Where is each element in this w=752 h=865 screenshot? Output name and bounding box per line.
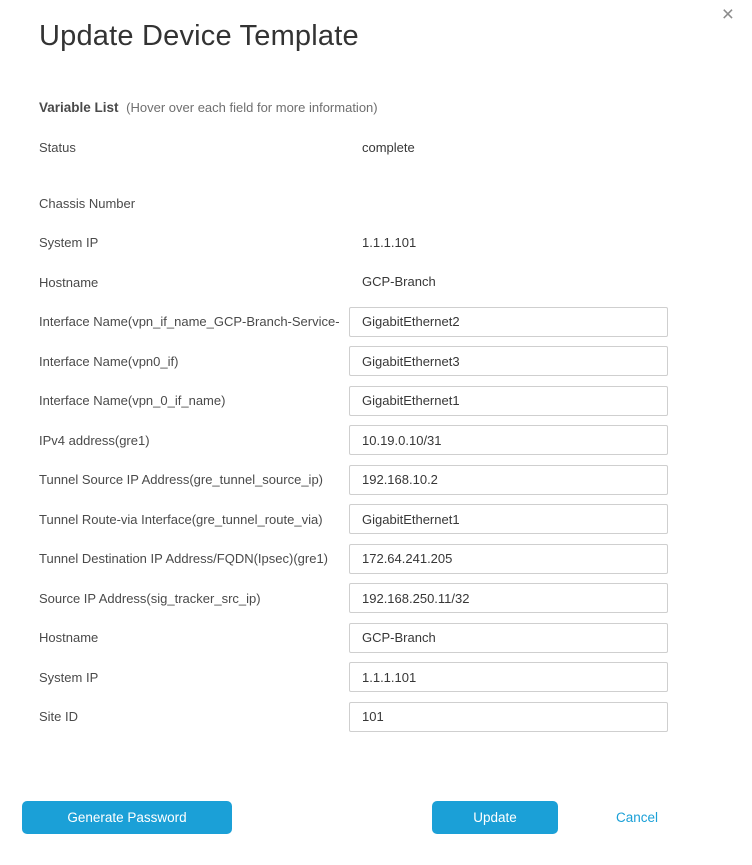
field-value xyxy=(349,307,668,337)
field-input[interactable] xyxy=(349,386,668,416)
field-row xyxy=(39,658,668,698)
field-input[interactable] xyxy=(349,662,668,692)
field-label: Status xyxy=(39,140,76,156)
field-value xyxy=(349,465,668,495)
field-value xyxy=(349,425,668,455)
field-input[interactable] xyxy=(349,544,668,574)
field-input[interactable] xyxy=(349,465,668,495)
field-input[interactable] xyxy=(349,346,668,376)
field-value xyxy=(349,504,668,534)
field-row xyxy=(39,421,668,461)
field-value xyxy=(349,234,668,252)
field-label: Tunnel Destination IP Address/FQDN(Ipsec)(gre1) xyxy=(39,551,329,567)
field-row xyxy=(39,618,668,658)
section-header xyxy=(39,101,752,115)
field-value xyxy=(349,194,668,212)
field-value xyxy=(349,386,668,416)
field-row xyxy=(39,263,668,303)
field-label: IPv4 address(gre1) xyxy=(39,432,150,448)
generate-password-button[interactable]: Generate Password xyxy=(22,801,232,834)
field-label: System IP xyxy=(39,235,99,251)
field-label: Hostname xyxy=(39,630,99,646)
field-label: Chassis Number xyxy=(39,195,136,211)
field-row xyxy=(39,342,668,382)
field-row xyxy=(39,500,668,540)
field-label: Interface Name(vpn_0_if_name) xyxy=(39,393,226,409)
field-row xyxy=(39,539,668,579)
close-icon[interactable]: × xyxy=(716,0,740,30)
field-label: Site ID xyxy=(39,709,79,725)
field-value xyxy=(349,623,668,653)
field-value xyxy=(349,583,668,613)
cancel-button[interactable]: Cancel xyxy=(612,801,662,834)
field-value xyxy=(349,544,668,574)
field-input[interactable] xyxy=(349,425,668,455)
field-label: Interface Name(vpn_if_name_GCP-Branch-Service- xyxy=(39,314,340,330)
field-row xyxy=(39,579,668,619)
dialog-footer xyxy=(0,801,752,834)
field-input[interactable] xyxy=(349,583,668,613)
section-hint: (Hover over each field for more information) xyxy=(126,100,378,115)
field-row xyxy=(39,184,668,224)
field-label: System IP xyxy=(39,669,99,685)
page-title: Update Device Template xyxy=(39,20,359,52)
field-label: Hostname xyxy=(39,274,99,290)
field-row xyxy=(39,223,668,263)
field-input[interactable] xyxy=(349,623,668,653)
field-value xyxy=(349,346,668,376)
field-label: Source IP Address(sig_tracker_src_ip) xyxy=(39,590,261,606)
field-row xyxy=(39,697,668,737)
field-row xyxy=(39,381,668,421)
field-input[interactable] xyxy=(349,307,668,337)
field-row xyxy=(39,460,668,500)
field-row xyxy=(39,128,668,168)
update-button[interactable]: Update xyxy=(432,801,558,834)
field-value xyxy=(349,139,668,157)
field-value xyxy=(349,702,668,732)
field-input[interactable] xyxy=(349,702,668,732)
field-label: Tunnel Source IP Address(gre_tunnel_source_ip) xyxy=(39,472,324,488)
field-value-static: 1.1.1.101 xyxy=(362,234,417,250)
field-value-static: complete xyxy=(362,139,415,155)
field-value-static: GCP-Branch xyxy=(362,274,436,290)
field-input[interactable] xyxy=(349,504,668,534)
field-row xyxy=(39,302,668,342)
field-rows xyxy=(39,128,752,737)
field-label: Tunnel Route-via Interface(gre_tunnel_route_via) xyxy=(39,511,323,527)
field-label: Interface Name(vpn0_if) xyxy=(39,353,179,369)
field-value xyxy=(349,662,668,692)
section-title: Variable List xyxy=(39,100,119,115)
field-value xyxy=(349,273,668,291)
